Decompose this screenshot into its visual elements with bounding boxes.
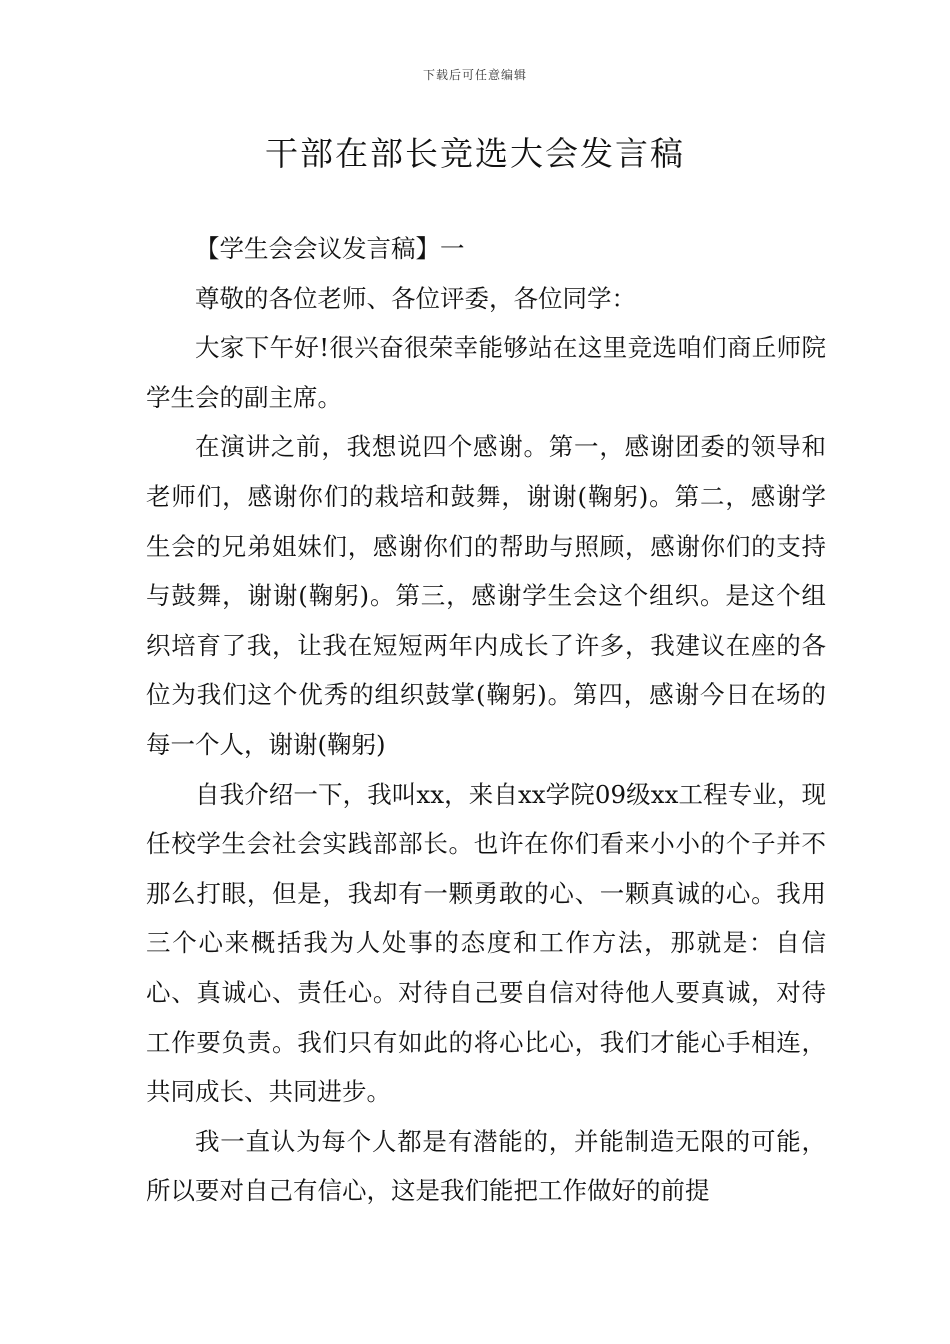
- paragraph: 大家下午好!很兴奋很荣幸能够站在这里竞选咱们商丘师院学生会的副主席。: [146, 333, 826, 412]
- paragraph: 尊敬的各位老师、各位评委，各位同学：: [195, 283, 636, 313]
- paragraph: 【学生会会议发言稿】一: [195, 234, 465, 263]
- document-title: 干部在部长竞选大会发言稿: [265, 134, 685, 173]
- paragraph: 在演讲之前，我想说四个感谢。第一，感谢团委的领导和老师们，感谢你们的栽培和鼓舞，谢谢(鞠躬)。第二，感谢学生会的兄弟姐妹们，感谢你们的帮助与照顾，感谢你们的支持与鼓舞，谢谢(鞠躬)。第三，感谢学生会这个组织。是这个组织培育了我，让我在短短两年内成长了许多，我建议在座的各位为我们这个优秀的组织鼓掌(鞠躬)。第四，感谢今日在场的每一个人，谢谢(鞠躬): [146, 432, 826, 759]
- header-note: 下载后可任意编辑: [422, 68, 527, 82]
- paragraph: 我一直认为每个人都是有潜能的，并能制造无限的可能，所以要对自己有信心，这是我们能把工作做好的前提: [146, 1126, 826, 1206]
- paragraph: 自我介绍一下，我叫xx，来自xx学院09级xx工程专业，现任校学生会社会实践部部长。也许在你们看来小小的个子并不那么打眼，但是，我却有一颗勇敢的心、一颗真诚的心。我用三个心来概括我为人处事的态度和工作方法，那就是：自信心、真诚心、责任心。对待自己要自信对待他人要真诚，对待工作要负责。我们只有如此的将心比心，我们才能心手相连，共同成长、共同进步。: [146, 779, 826, 1107]
- document-body: [146, 224, 826, 1216]
